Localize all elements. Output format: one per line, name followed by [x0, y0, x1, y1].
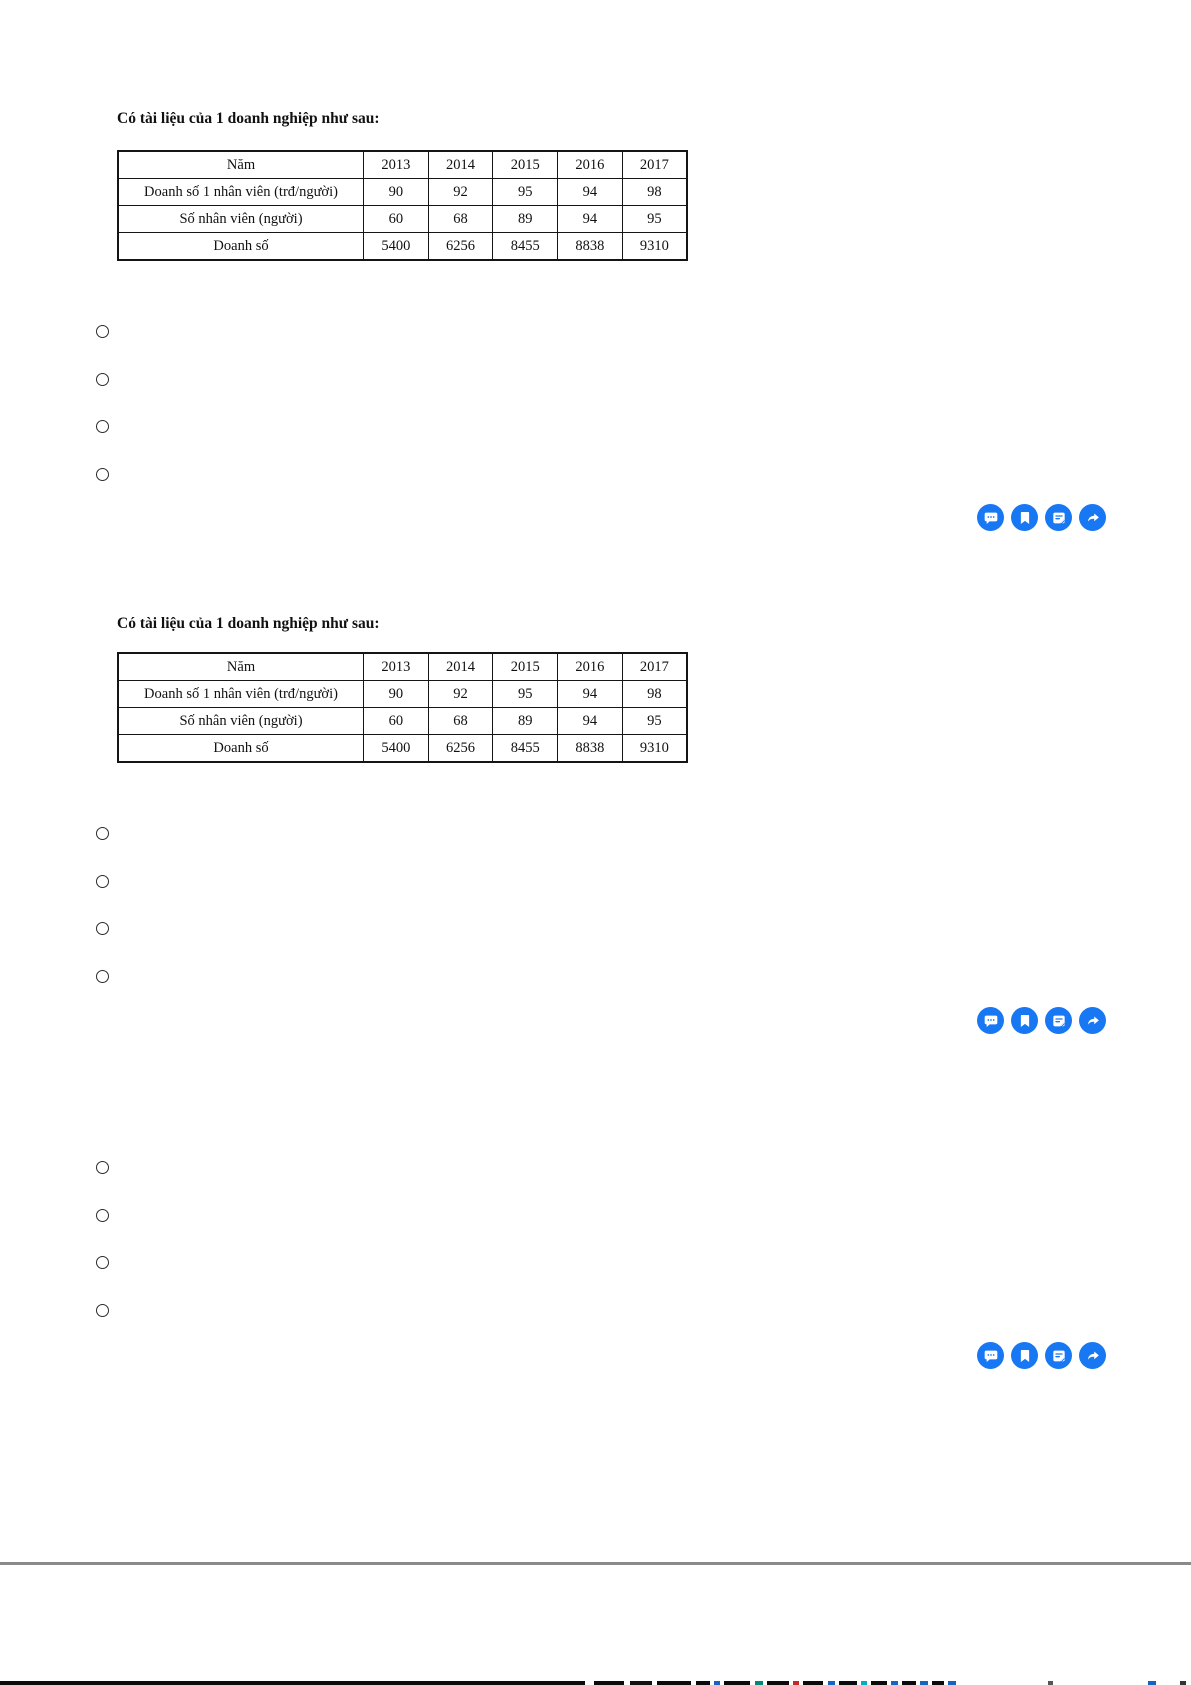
- table-cell: 68: [428, 206, 493, 233]
- answer-radio-option[interactable]: [96, 1304, 109, 1317]
- table-cell: 60: [364, 708, 429, 735]
- answer-radio-option[interactable]: [96, 875, 109, 888]
- clipped-text-fragment: [1180, 1681, 1186, 1685]
- table-cell: 8455: [493, 735, 558, 763]
- table-cell: 2013: [364, 653, 429, 681]
- comment-icon: [983, 1013, 999, 1029]
- question-2-heading: Có tài liệu của 1 doanh nghiệp như sau:: [117, 615, 380, 632]
- share-icon: [1085, 510, 1101, 526]
- question-2-action-bar: [977, 1007, 1106, 1034]
- comment-button[interactable]: [977, 504, 1004, 531]
- table-cell: 94: [558, 179, 623, 206]
- question-3-options: [96, 1161, 112, 1318]
- table-cell: 2014: [428, 151, 493, 179]
- clipped-text-fragment: [920, 1681, 928, 1685]
- table-cell: 8455: [493, 233, 558, 261]
- table-cell: 95: [622, 206, 687, 233]
- share-button[interactable]: [1079, 1342, 1106, 1369]
- share-button[interactable]: [1079, 504, 1106, 531]
- answer-radio-option[interactable]: [96, 970, 109, 983]
- table-cell: Năm: [118, 151, 364, 179]
- table-row: [118, 735, 687, 763]
- question-1-options: [96, 325, 112, 479]
- note-button[interactable]: [1045, 1342, 1072, 1369]
- clipped-text-fragment: [1048, 1681, 1053, 1685]
- table-cell: 94: [558, 681, 623, 708]
- question-3-action-bar: [977, 1342, 1106, 1369]
- table-cell: 2016: [558, 151, 623, 179]
- table-cell: 9310: [622, 735, 687, 763]
- question-2-data-table: [117, 652, 688, 763]
- clipped-text-fragment: [657, 1681, 691, 1685]
- table-cell: 6256: [428, 233, 493, 261]
- table-row: [118, 708, 687, 735]
- table-cell: 95: [493, 179, 558, 206]
- section-divider: [0, 1562, 1191, 1565]
- table-cell: 90: [364, 179, 429, 206]
- table-cell: 95: [493, 681, 558, 708]
- table-cell: Doanh số: [118, 233, 364, 261]
- table-row: [118, 233, 687, 261]
- answer-radio-option[interactable]: [96, 1209, 109, 1222]
- clipped-text-fragment: [714, 1681, 720, 1685]
- clipped-text-fragment: [594, 1681, 624, 1685]
- table-cell: 2017: [622, 151, 687, 179]
- clipped-text-fragment: [948, 1681, 956, 1685]
- note-button[interactable]: [1045, 504, 1072, 531]
- table-cell: 8838: [558, 233, 623, 261]
- note-icon: [1051, 1013, 1067, 1029]
- note-button[interactable]: [1045, 1007, 1072, 1034]
- table-cell: Số nhân viên (người): [118, 708, 364, 735]
- bookmark-button[interactable]: [1011, 1342, 1038, 1369]
- clipped-text-fragment: [1148, 1681, 1156, 1685]
- bookmark-icon: [1017, 1013, 1033, 1029]
- table-cell: 89: [493, 708, 558, 735]
- note-icon: [1051, 510, 1067, 526]
- answer-radio-option[interactable]: [96, 325, 109, 338]
- clipped-text-fragment: [932, 1681, 944, 1685]
- table-cell: 94: [558, 708, 623, 735]
- clipped-text-fragment: [724, 1681, 750, 1685]
- table-cell: 2015: [493, 151, 558, 179]
- table-cell: Doanh số 1 nhân viên (trđ/người): [118, 681, 364, 708]
- share-button[interactable]: [1079, 1007, 1106, 1034]
- clipped-text-fragment: [891, 1681, 898, 1685]
- clipped-text-fragment: [793, 1681, 799, 1685]
- table-cell: 5400: [364, 735, 429, 763]
- clipped-text-fragment: [767, 1681, 789, 1685]
- clipped-text-fragment: [803, 1681, 823, 1685]
- table-row: [118, 681, 687, 708]
- answer-radio-option[interactable]: [96, 1256, 109, 1269]
- bookmark-icon: [1017, 1348, 1033, 1364]
- clipped-text-row: [0, 1681, 1191, 1685]
- table-cell: 6256: [428, 735, 493, 763]
- table-cell: 2015: [493, 653, 558, 681]
- answer-radio-option[interactable]: [96, 922, 109, 935]
- table-row: [118, 151, 687, 179]
- table-cell: 2014: [428, 653, 493, 681]
- clipped-text-fragment: [755, 1681, 763, 1685]
- answer-radio-option[interactable]: [96, 420, 109, 433]
- clipped-text-fragment: [630, 1681, 652, 1685]
- table-cell: 8838: [558, 735, 623, 763]
- bookmark-icon: [1017, 510, 1033, 526]
- comment-icon: [983, 1348, 999, 1364]
- table-cell: Năm: [118, 653, 364, 681]
- table-cell: 2013: [364, 151, 429, 179]
- answer-radio-option[interactable]: [96, 468, 109, 481]
- answer-radio-option[interactable]: [96, 1161, 109, 1174]
- table-cell: 2017: [622, 653, 687, 681]
- question-2-options: [96, 827, 112, 983]
- note-icon: [1051, 1348, 1067, 1364]
- comment-button[interactable]: [977, 1342, 1004, 1369]
- bookmark-button[interactable]: [1011, 1007, 1038, 1034]
- answer-radio-option[interactable]: [96, 827, 109, 840]
- clipped-text-fragment: [871, 1681, 887, 1685]
- table-cell: 60: [364, 206, 429, 233]
- table-cell: 92: [428, 179, 493, 206]
- table-cell: Số nhân viên (người): [118, 206, 364, 233]
- table-cell: 98: [622, 681, 687, 708]
- comment-icon: [983, 510, 999, 526]
- answer-radio-option[interactable]: [96, 373, 109, 386]
- table-row: [118, 653, 687, 681]
- clipped-text-fragment: [696, 1681, 710, 1685]
- table-cell: 92: [428, 681, 493, 708]
- bookmark-button[interactable]: [1011, 504, 1038, 531]
- table-cell: 90: [364, 681, 429, 708]
- table-row: [118, 206, 687, 233]
- table-cell: 98: [622, 179, 687, 206]
- table-cell: 2016: [558, 653, 623, 681]
- clipped-text-fragment: [902, 1681, 916, 1685]
- clipped-text-fragment: [861, 1681, 867, 1685]
- clipped-text-fragment: [0, 1681, 585, 1685]
- table-cell: 9310: [622, 233, 687, 261]
- clipped-text-fragment: [839, 1681, 857, 1685]
- question-1-action-bar: [977, 504, 1106, 531]
- table-cell: 68: [428, 708, 493, 735]
- comment-button[interactable]: [977, 1007, 1004, 1034]
- question-1-data-table: [117, 150, 688, 261]
- table-cell: 89: [493, 206, 558, 233]
- share-icon: [1085, 1013, 1101, 1029]
- table-cell: 94: [558, 206, 623, 233]
- share-icon: [1085, 1348, 1101, 1364]
- table-cell: 5400: [364, 233, 429, 261]
- table-row: [118, 179, 687, 206]
- table-cell: Doanh số: [118, 735, 364, 763]
- question-1-heading: Có tài liệu của 1 doanh nghiệp như sau:: [117, 110, 380, 127]
- table-cell: Doanh số 1 nhân viên (trđ/người): [118, 179, 364, 206]
- table-cell: 95: [622, 708, 687, 735]
- clipped-text-fragment: [828, 1681, 835, 1685]
